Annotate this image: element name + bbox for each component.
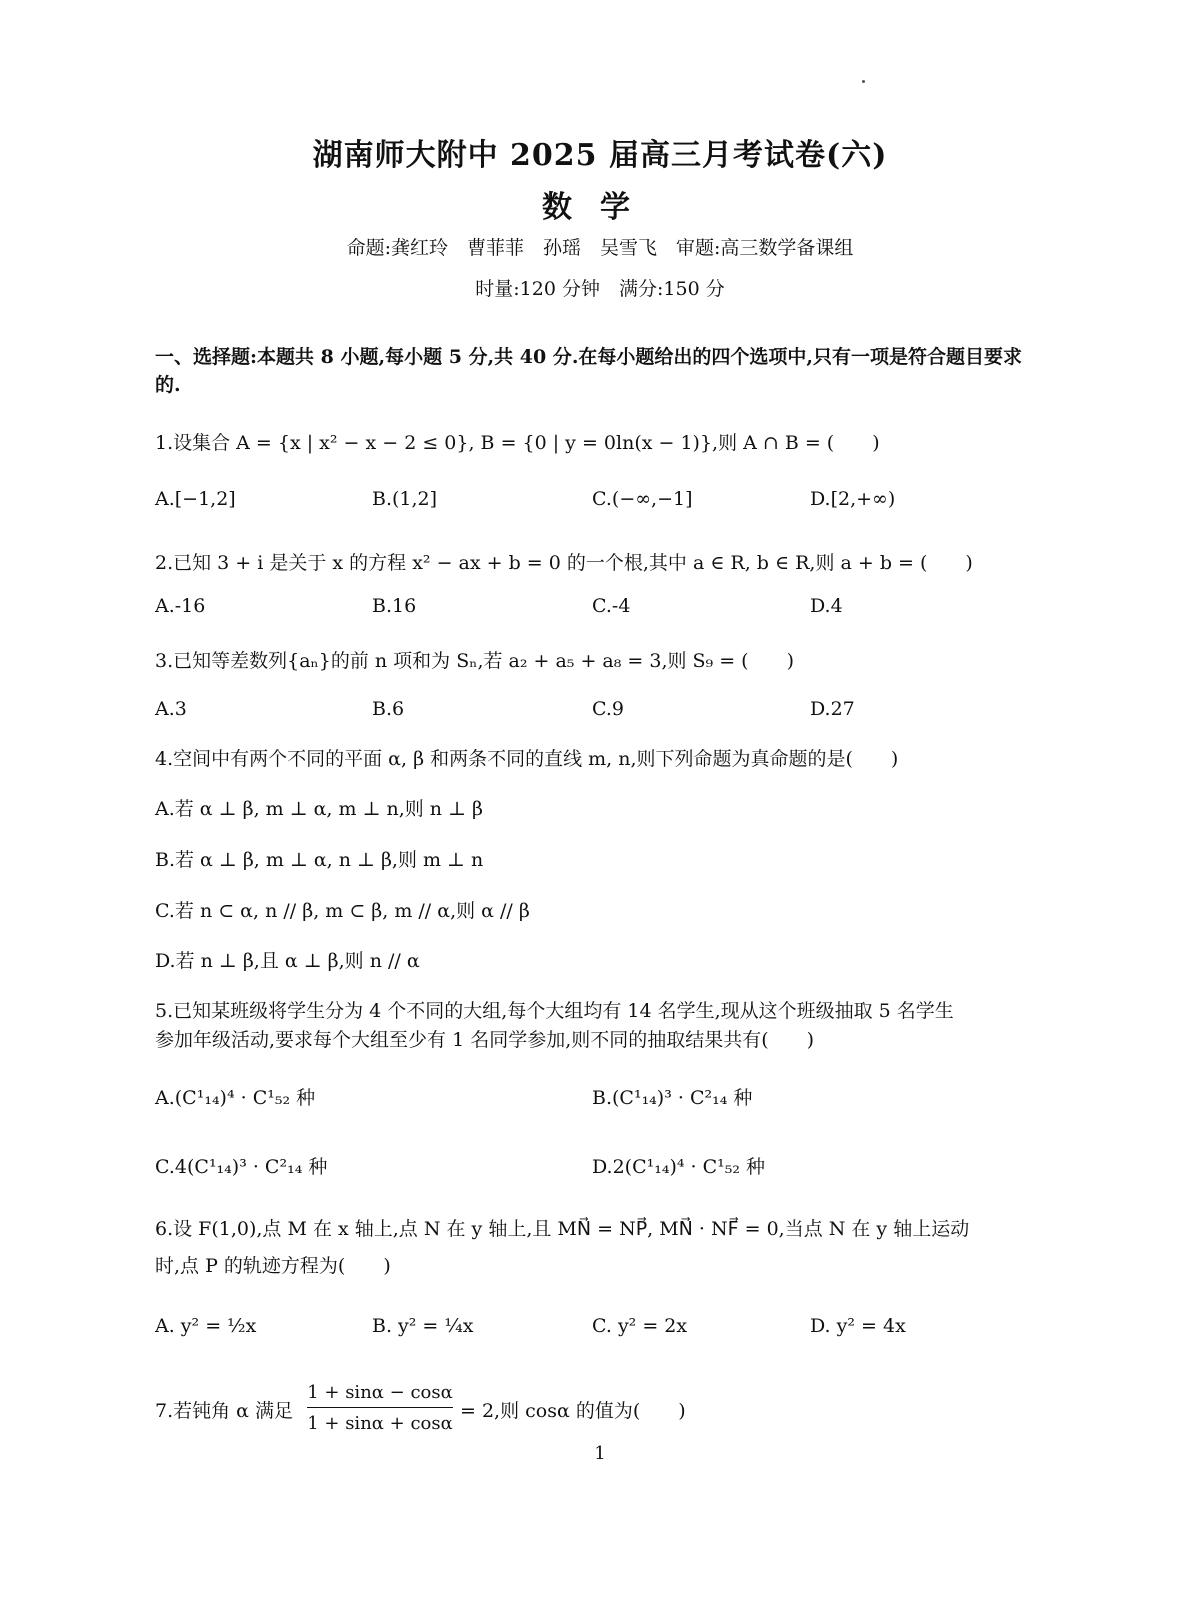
question-6-option-c: C. y² = 2x	[592, 1315, 688, 1337]
question-4-option-d: D.若 n ⊥ β,且 α ⊥ β,则 n // α	[155, 950, 420, 972]
question-2-stem: 2.已知 3 + i 是关于 x 的方程 x² − ax + b = 0 的一个根,其中 a ∈ R, b ∈ R,则 a + b = ( )	[155, 552, 973, 574]
question-2-option-c: C.-4	[592, 595, 631, 617]
question-3-option-b: B.6	[372, 698, 405, 720]
page-number: 1	[594, 1443, 606, 1464]
question-3-option-a: A.3	[155, 698, 187, 720]
question-2-option-d: D.4	[810, 595, 843, 617]
question-5-stem-line-2: 参加年级活动,要求每个大组至少有 1 名同学参加,则不同的抽取结果共有( )	[155, 1029, 815, 1051]
authors-line: 命题:龚红玲 曹菲菲 孙瑶 吴雪飞 审题:高三数学备课组	[346, 237, 854, 259]
question-4-option-a: A.若 α ⊥ β, m ⊥ α, m ⊥ n,则 n ⊥ β	[155, 798, 483, 820]
question-6-option-d: D. y² = 4x	[810, 1315, 906, 1337]
question-5-option-a: A.(C¹₁₄)⁴ · C¹₅₂ 种	[155, 1087, 316, 1109]
question-1-option-d: D.[2,+∞)	[810, 488, 896, 510]
question-5-stem-line-1: 5.已知某班级将学生分为 4 个不同的大组,每个大组均有 14 名学生,现从这个班级抽取 5 名学生	[155, 1000, 954, 1022]
question-7-fraction-numerator: 1 + sinα − cosα	[307, 1382, 453, 1403]
question-5-option-d: D.2(C¹₁₄)⁴ · C¹₅₂ 种	[592, 1156, 766, 1178]
question-3-option-c: C.9	[592, 698, 624, 720]
question-4-option-b: B.若 α ⊥ β, m ⊥ α, n ⊥ β,则 m ⊥ n	[155, 849, 484, 871]
question-3-option-d: D.27	[810, 698, 855, 720]
question-5-option-b: B.(C¹₁₄)³ · C²₁₄ 种	[592, 1087, 753, 1109]
question-5-option-c: C.4(C¹₁₄)³ · C²₁₄ 种	[155, 1156, 328, 1178]
question-1-option-a: A.[−1,2]	[155, 488, 236, 510]
question-6-option-b: B. y² = ¼x	[372, 1315, 474, 1337]
scan-speck	[862, 80, 865, 83]
question-6-stem-line-1: 6.设 F(1,0),点 M 在 x 轴上,点 N 在 y 轴上,且 MN⃗ = NP⃗, MN⃗ · NF⃗ = 0,当点 N 在 y 轴上运动	[155, 1218, 970, 1240]
question-1-stem: 1.设集合 A = {x | x² − x − 2 ≤ 0}, B = {0 | y = 0ln(x − 1)},则 A ∩ B = ( )	[155, 432, 880, 454]
question-2-option-a: A.-16	[155, 595, 206, 617]
question-6-stem-line-2: 时,点 P 的轨迹方程为( )	[155, 1255, 391, 1277]
section-heading: 一、选择题:本题共 8 小题,每小题 5 分,共 40 分.在每小题给出的四个选项中,只有一项是符合题目要求的.	[155, 346, 1023, 396]
question-7-fraction-denominator: 1 + sinα + cosα	[307, 1413, 453, 1434]
question-2-option-b: B.16	[372, 595, 417, 617]
question-7-stem-suffix: = 2,则 cosα 的值为( )	[460, 1400, 686, 1422]
subject-title: 数学	[542, 190, 658, 225]
duration-line: 时量:120 分钟 满分:150 分	[475, 278, 725, 300]
question-6-option-a: A. y² = ½x	[155, 1315, 257, 1337]
question-4-option-c: C.若 n ⊂ α, n // β, m ⊂ β, m // α,则 α // β	[155, 900, 530, 922]
question-3-stem: 3.已知等差数列{aₙ}的前 n 项和为 Sₙ,若 a₂ + a₅ + a₈ = 3,则 S₉ = ( )	[155, 650, 794, 672]
question-4-stem: 4.空间中有两个不同的平面 α, β 和两条不同的直线 m, n,则下列命题为真命题的是( )	[155, 748, 899, 770]
question-7-fraction-bar	[307, 1407, 453, 1408]
question-1-option-c: C.(−∞,−1]	[592, 488, 693, 510]
page-title: 湖南师大附中 2025 届高三月考试卷(六)	[312, 138, 888, 173]
question-7-stem-prefix: 7.若钝角 α 满足	[155, 1400, 294, 1422]
question-1-option-b: B.(1,2]	[372, 488, 438, 510]
